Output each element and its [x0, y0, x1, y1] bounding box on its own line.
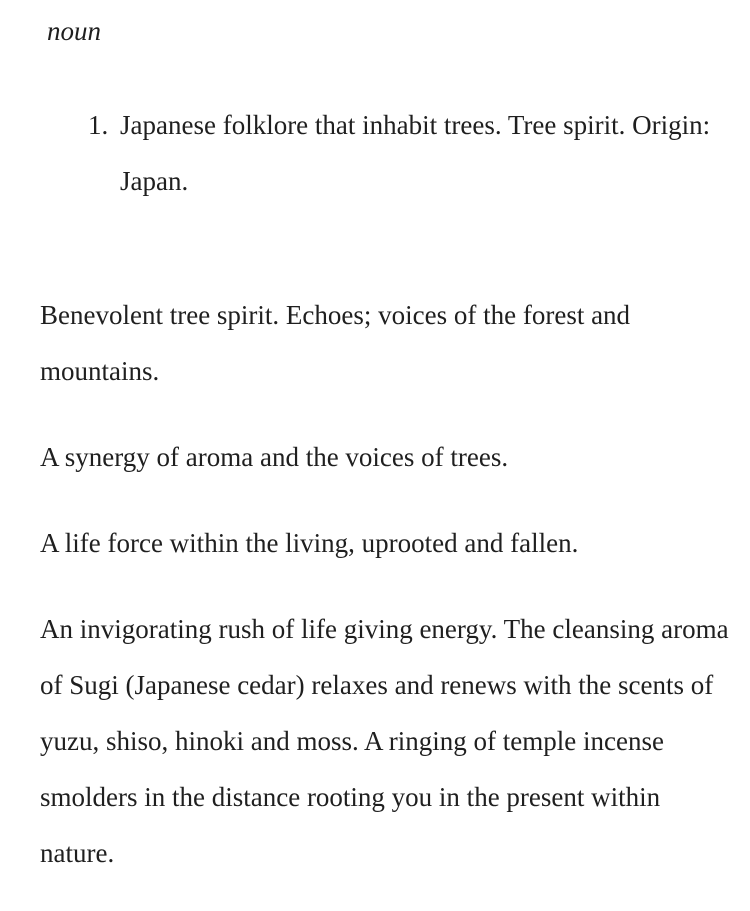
- definition-list: [88, 97, 728, 209]
- description-paragraph: An invigorating rush of life giving energy. The cleansing aroma of Sugi (Japanese cedar) relaxes and renews with the scents of yuzu, shiso, hinoki and moss. A ringing of temple incense smolders in the distance rooting you in the present within nature.: [40, 614, 729, 868]
- definition-text: Japanese folklore that inhabit trees. Tree spirit. Origin: Japan.: [120, 110, 711, 196]
- definition-item: [88, 97, 728, 209]
- description-paragraph: A life force within the living, uprooted and fallen.: [40, 528, 579, 558]
- part-of-speech: noun: [47, 16, 101, 46]
- description-paragraph: Benevolent tree spirit. Echoes; voices of the forest and mountains.: [40, 300, 631, 386]
- description-paragraph: A synergy of aroma and the voices of trees.: [40, 442, 509, 472]
- definition-number: 1.: [88, 110, 109, 140]
- description-body: [40, 287, 730, 911]
